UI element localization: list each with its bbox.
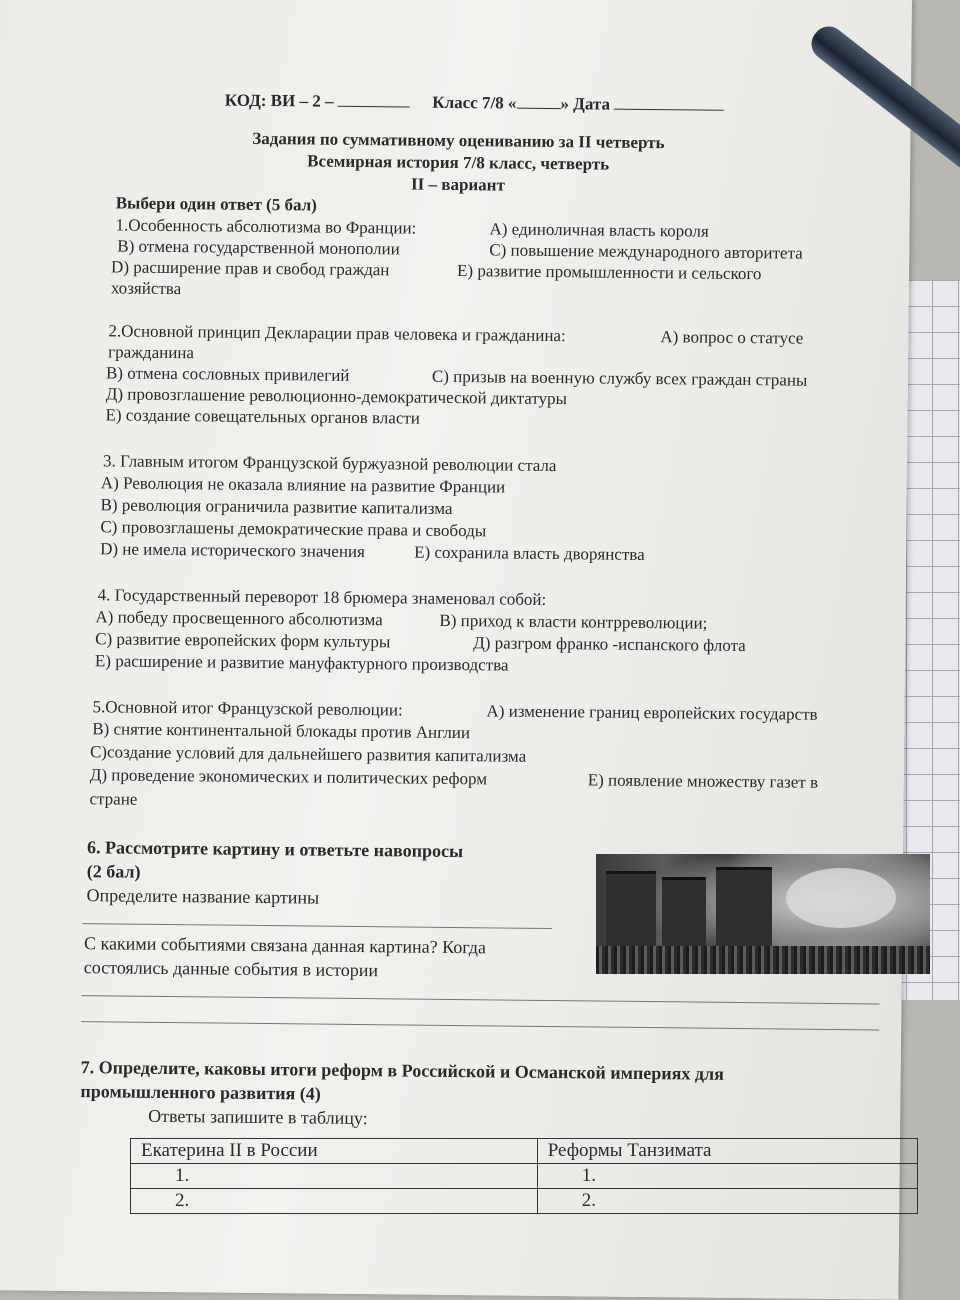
table-cell[interactable]: 2.: [537, 1189, 917, 1214]
code-blank[interactable]: [338, 90, 410, 108]
q1-line-1a: 1.Особенность абсолютизма во Франции:: [115, 215, 417, 238]
q3-line-5b: Е) сохранила власть дворянства: [414, 542, 645, 564]
class-label: Класс 7/8: [432, 92, 504, 113]
q6-answer-line-1[interactable]: [82, 923, 552, 929]
q3-line-1a: 3. Главным итогом Французской буржуазной революции стала: [102, 451, 557, 476]
q1-line-3a: D) расширение прав и свобод граждан: [111, 257, 390, 280]
quote-close: »: [560, 94, 570, 114]
q1-line-4a: хозяйства: [110, 278, 182, 299]
q6-answer-line-2[interactable]: [81, 995, 879, 1004]
q5-line-5a: стране: [89, 789, 138, 809]
q5-line-2a: В) снятие континентальной блокады против Англии: [92, 719, 471, 743]
answers-table: [130, 1138, 918, 1214]
date-blank[interactable]: [614, 93, 724, 111]
q3-line-4a: С) провозглашены демократические права и свободы: [100, 517, 487, 541]
table-header-row: [131, 1139, 918, 1164]
date-label: Дата: [573, 94, 611, 114]
code-label: КОД: ВИ – 2 –: [224, 90, 334, 111]
q2-line-3a: В) отмена сословных привилегий: [105, 363, 350, 385]
title-line-3: II – вариант: [410, 174, 505, 195]
q4-line-3a: С) развитие европейских форм культуры: [95, 629, 391, 652]
q2-line-1b: А) вопрос о статусе: [660, 327, 804, 348]
q1-line-1b: А) единоличная власть короля: [489, 219, 709, 241]
table-cell[interactable]: 1.: [131, 1164, 538, 1189]
historical-painting-image: [596, 854, 930, 974]
q2-line-3b: С) призыв на военную службу всех граждан страны: [431, 366, 808, 390]
q4-line-3b: Д) разгром франко -испанского флота: [473, 633, 746, 656]
q4-line-4a: Е) расширение и развитие мануфактурного производства: [94, 651, 509, 675]
q3-line-2a: А) Революция не оказала влияние на развитие Франции: [100, 473, 506, 497]
q6-prompt-1: Определите название картины: [86, 885, 320, 908]
title-line-1: Задания по суммативному оцениванию за II четверть: [252, 128, 665, 153]
quote-open: «: [507, 93, 517, 113]
q5-line-4b: Е) появление множеству газет в: [587, 770, 819, 792]
q5-line-1b: А) изменение границ европейских государств: [486, 701, 818, 724]
q1-line-2b: С) повышение международного авторитета: [489, 240, 803, 263]
q2-line-2a: гражданина: [108, 342, 195, 363]
table-cell[interactable]: 1.: [537, 1164, 917, 1189]
instruction: Выбери один ответ (5 бал): [115, 193, 317, 215]
q5-line-1a: 5.Основной итог Французской революции:: [92, 697, 403, 720]
table-header-col1: Екатерина II в России: [131, 1139, 538, 1164]
q4-line-1a: 4. Государственный переворот 18 брюмера знаменовал собой:: [97, 585, 547, 609]
q5-line-4a: Д) проведение экономических и политических реформ: [89, 765, 488, 789]
q1-line-2a: В) отмена государственной монополии: [117, 236, 400, 259]
q4-line-2b: В) приход к власти контрреволюции;: [439, 610, 708, 633]
q7-title-2: промышленного развития (4): [80, 1081, 321, 1104]
q6-points: (2 бал): [86, 861, 141, 882]
table-cell[interactable]: 2.: [131, 1189, 538, 1214]
q6-prompt-2a: С какими событиями связана данная картина? Когда: [83, 933, 487, 958]
q2-line-1a: 2.Основной принцип Декларации прав человека и гражданина:: [108, 321, 566, 346]
q2-line-5a: Е) создание совещательных органов власти: [105, 405, 421, 428]
table-row: [131, 1164, 918, 1189]
q7-instruction: Ответы запишите в таблицу:: [148, 1105, 368, 1129]
table-header-col2: Реформы Танзимата: [537, 1139, 917, 1164]
q6-title: 6. Рассмотрите картину и ответьте навопросы: [86, 837, 464, 862]
q1-line-3b: Е) развитие промышленности и сельского: [456, 261, 762, 284]
q2-line-4a: Д) провозглашение революционно-демократической диктатуры: [105, 384, 568, 409]
q3-line-3a: В) революция ограничила развитие капитализма: [100, 495, 453, 518]
q3-line-5a: D) не имела исторического значения: [100, 539, 366, 562]
header-line: [225, 89, 725, 116]
q5-line-3a: С)создание условий для дальнейшего развития капитализма: [89, 742, 527, 766]
title-line-2: Всемирная история 7/8 класс, четверть: [307, 151, 610, 174]
q6-answer-line-3[interactable]: [81, 1021, 879, 1030]
class-blank[interactable]: [516, 92, 560, 109]
q7-title-1: 7. Определите, каковы итоги реформ в Российской и Османской империях для: [80, 1057, 724, 1084]
q6-prompt-2b: состоялись данные события в истории: [83, 957, 379, 981]
table-row: [131, 1189, 918, 1214]
q4-line-2a: А) победу просвещенного абсолютизма: [95, 607, 383, 630]
